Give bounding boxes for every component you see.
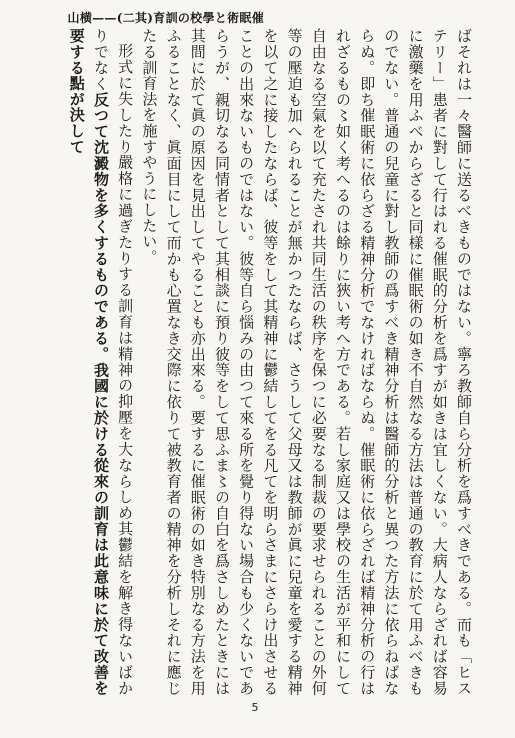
running-header: 催眠術と學校の訓育(其二)——横山 — [67, 11, 264, 25]
paragraph-2-emphasis: 反つて沈澱物を多くするものである。我國に於ける從來の訓育は此意味に於て改善を要する點が決して — [67, 28, 110, 696]
paragraph-2-intro: 形式に失したり嚴格に過ぎたりする訓育は精神の抑壓を大ならしめ其鬱結を解き得ないばかりでなく — [91, 28, 135, 696]
paragraph-new — [65, 28, 138, 696]
paragraph-continued: ばそれは一々醫師に送るべきものではない。寧ろ教師自ら分析を爲すべきである。而も「ヒステリー」患者に對して行はれる催眠的分析を爲すが如きは宜しくない。大病人ならざれば容易に激藥を用ふべからざると同樣に催眠術の如き不自然なる方法は普通の教育に於て用ふべきものでない。普通の兒童に對し教師の爲すべき精神分析は醫師的分析と異つた方法に依らねばならぬ。即ち催眠術に依らざる精神分析でなければならぬ。催眠術に依らざれば精神分析の行はれざるもの〻如く考へるのは餘りに狹い考へ方である。若し家庭又は學校の生活が平和にして自由なる空氣を以て充たされ共同生活の秩序を保つに必要なる制裁の要求せられることの外何等の壓迫も加へられることが無かつたならば、さうして父母又は教師が眞に兒童を愛する精神を以て之に接したならば、彼等をして其精神に鬱結してをる凡てを明らさまにさらけ出させることの出來ないものではない。彼等自ら惱みの由つて來る所を覺り得ない場合も少くないであらうが、親切なる同情者として其相談に預り彼等をして思ふま〻の自白を爲さしめたときには其間に於て眞の原因を見出してやることも亦出來る。要するに催眠術の如き特別なる方法を用ふることなく、眞面目にして而かも心置なき交際に依りて被教育者の精神を分析しそれに應じたる訓育法を施すやうにしたい。 — [140, 28, 473, 696]
page-number: 5 — [251, 701, 259, 714]
vertical-body-text — [28, 28, 476, 696]
body-text-area — [28, 28, 476, 696]
